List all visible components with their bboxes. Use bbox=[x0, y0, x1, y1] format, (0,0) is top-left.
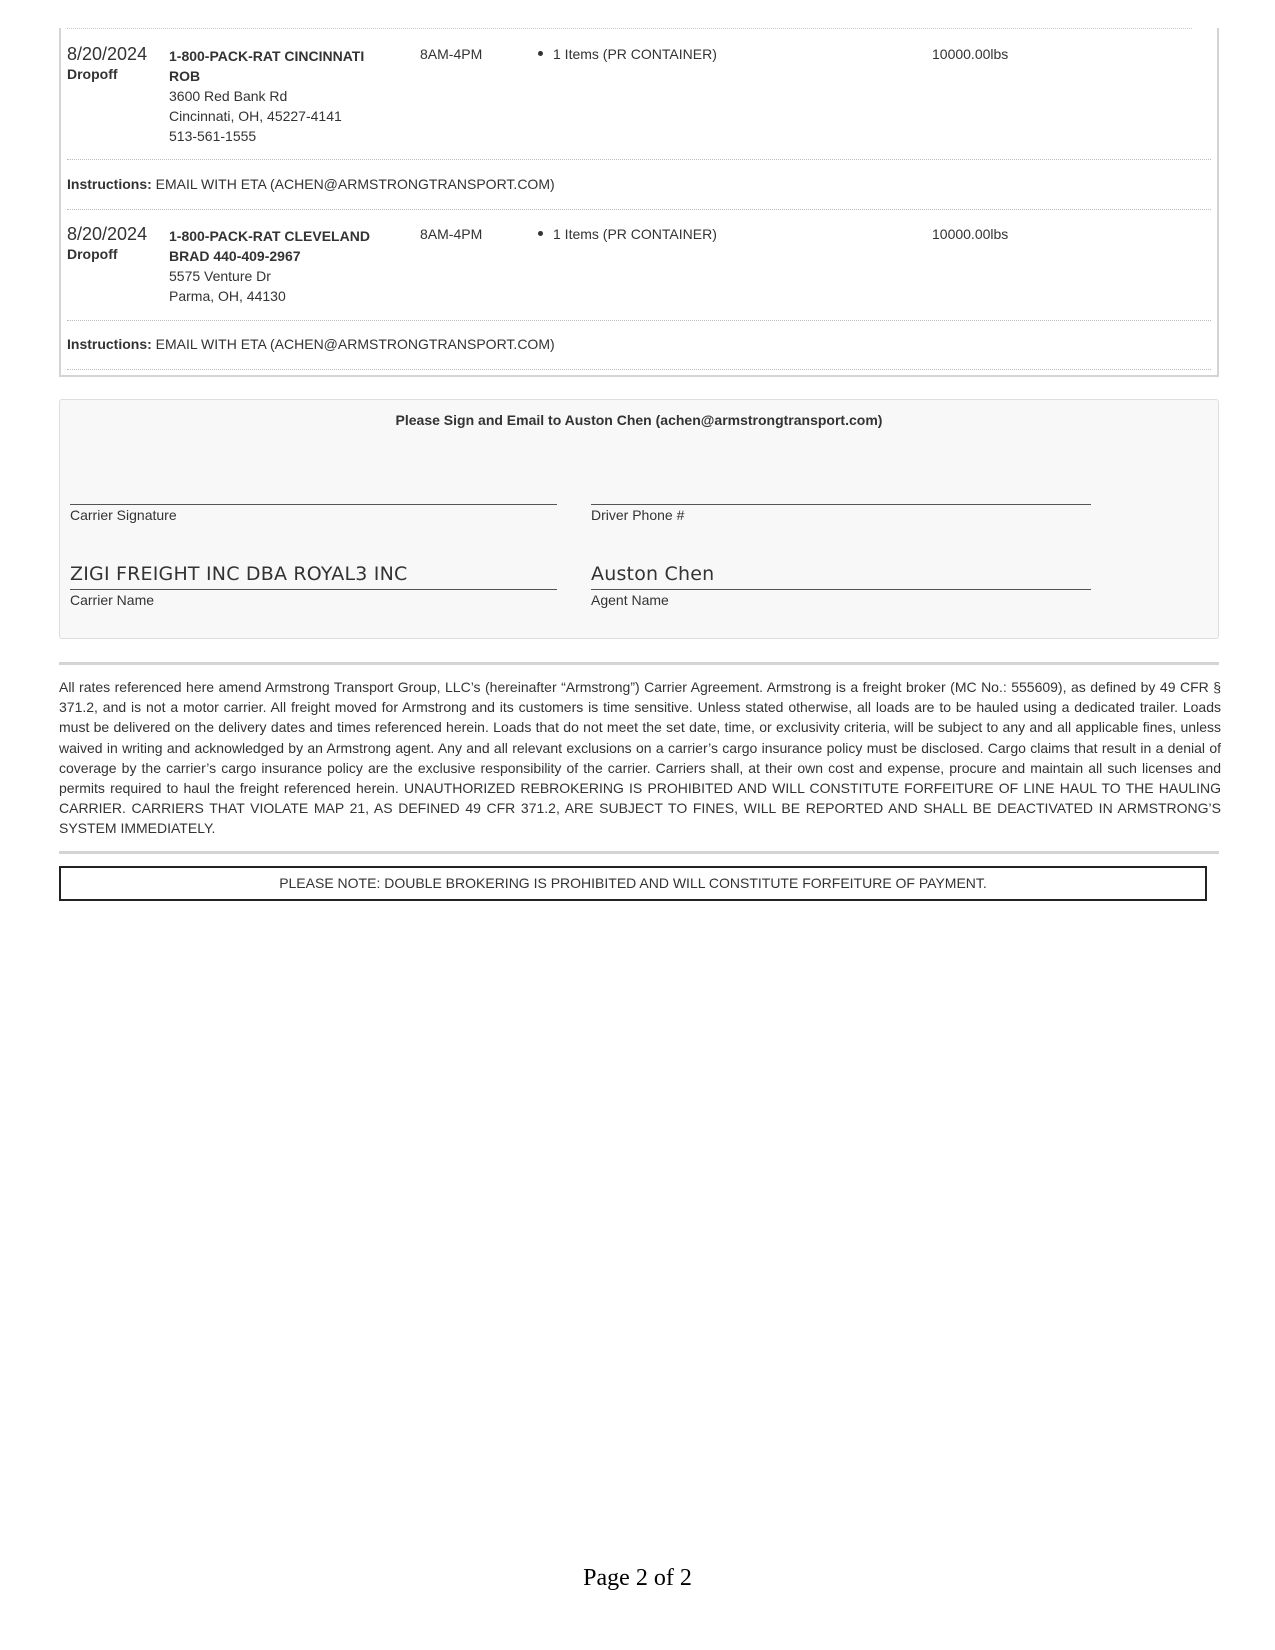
carrier-signature-label: Carrier Signature bbox=[70, 507, 177, 523]
stop-hours: 8AM-4PM bbox=[420, 46, 483, 62]
stop-name-line: ROB bbox=[169, 68, 201, 84]
stop-address-line: 5575 Venture Dr bbox=[169, 268, 271, 284]
stop-name-line: 1-800-PACK-RAT CINCINNATI bbox=[169, 48, 365, 64]
agent-name-label: Agent Name bbox=[591, 592, 669, 608]
bullet-icon bbox=[538, 231, 543, 236]
stop-date: 8/20/2024 bbox=[67, 224, 148, 244]
instructions-label: Instructions: bbox=[67, 176, 152, 192]
driver-phone-line bbox=[591, 504, 1091, 505]
carrier-signature-line bbox=[70, 504, 557, 505]
stop-address-line: 3600 Red Bank Rd bbox=[169, 88, 288, 104]
stop-instructions bbox=[67, 176, 555, 192]
stop-address-line: Parma, OH, 44130 bbox=[169, 288, 286, 304]
stop-location bbox=[169, 46, 399, 146]
section-divider bbox=[59, 662, 1219, 665]
stops-table bbox=[59, 28, 1219, 377]
stop-location bbox=[169, 226, 399, 306]
stop-date: 8/20/2024 bbox=[67, 44, 148, 64]
instructions-label: Instructions: bbox=[67, 336, 152, 352]
stop-phone: 513-561-1555 bbox=[169, 128, 257, 144]
double-brokering-note: PLEASE NOTE: DOUBLE BROKERING IS PROHIBITED AND WILL CONSTITUTE FORFEITURE OF PAYMENT. bbox=[59, 866, 1207, 901]
stop-weight: 10000.00lbs bbox=[932, 46, 1009, 62]
carrier-name-line bbox=[70, 589, 557, 590]
stop-type: Dropoff bbox=[67, 66, 118, 82]
stop-hours: 8AM-4PM bbox=[420, 226, 483, 242]
stop-name-line: 1-800-PACK-RAT CLEVELAND bbox=[169, 228, 370, 244]
signature-title: Please Sign and Email to Auston Chen (achen@armstrongtransport.com) bbox=[395, 412, 883, 428]
signature-panel bbox=[59, 399, 1219, 639]
instructions-text: EMAIL WITH ETA (ACHEN@ARMSTRONGTRANSPORT.COM) bbox=[155, 336, 555, 352]
carrier-name-label: Carrier Name bbox=[70, 592, 155, 608]
stop-instructions bbox=[67, 336, 555, 352]
row-divider bbox=[67, 159, 1211, 160]
row-divider bbox=[67, 369, 1211, 370]
stop-items-text: 1 Items (PR CONTAINER) bbox=[553, 46, 717, 62]
section-divider bbox=[59, 851, 1219, 854]
stop-address-line: Cincinnati, OH, 45227-4141 bbox=[169, 108, 342, 124]
stop-weight: 10000.00lbs bbox=[932, 226, 1009, 242]
instructions-text: EMAIL WITH ETA (ACHEN@ARMSTRONGTRANSPORT.COM) bbox=[155, 176, 555, 192]
stop-type: Dropoff bbox=[67, 246, 118, 262]
table-divider bbox=[67, 28, 1192, 29]
driver-phone-label: Driver Phone # bbox=[591, 507, 685, 523]
stop-name-line: BRAD 440-409-2967 bbox=[169, 248, 301, 264]
page-number: Page 2 of 2 bbox=[583, 1565, 692, 1591]
row-divider bbox=[67, 209, 1211, 210]
stop-items bbox=[538, 226, 717, 242]
carrier-name-field[interactable]: ZIGI FREIGHT INC DBA ROYAL3 INC bbox=[70, 563, 408, 585]
stop-items bbox=[538, 46, 717, 62]
row-divider bbox=[67, 320, 1211, 321]
stop-items-text: 1 Items (PR CONTAINER) bbox=[553, 226, 717, 242]
terms-paragraph: All rates referenced here amend Armstrong Transport Group, LLC’s (hereinafter “Armstrong”) Carrier Agreement. Armstrong is a freight broker (MC No.: 555609), as defined by 49 CFR § 371.2, and is not a motor carrier. All freight moved for Armstrong and its customers is time sensitive. Unless stated otherwise, all loads are to be hauled using a dedicated trailer. Loads must be delivered on the delivery dates and times referenced herein. Loads that do not meet the set date, time, or exclusivity criteria, will be subject to any and all applicable fines, unless waived in writing and acknowledged by an Armstrong agent. Any and all relevant exclusions on a carrier’s cargo insurance policy must be disclosed. Cargo claims that result in a denial of coverage by the carrier’s cargo insurance policy are the exclusive responsibility of the carrier. Carriers shall, at their own cost and expense, procure and maintain all such licenses and permits required to haul the freight referenced herein. UNAUTHORIZED REBROKERING IS PROHIBITED AND WILL CONSTITUTE FORFEITURE OF LINE HAUL TO THE HAULING CARRIER. CARRIERS THAT VIOLATE MAP 21, AS DEFINED 49 CFR 371.2, ARE SUBJECT TO FINES, WILL BE REPORTED AND SHALL BE DEACTIVATED IN ARMSTRONG’S SYSTEM IMMEDIATELY. bbox=[59, 679, 1221, 837]
bullet-icon bbox=[538, 51, 543, 56]
agent-name-field[interactable]: Auston Chen bbox=[591, 563, 715, 585]
agent-name-line bbox=[591, 589, 1091, 590]
